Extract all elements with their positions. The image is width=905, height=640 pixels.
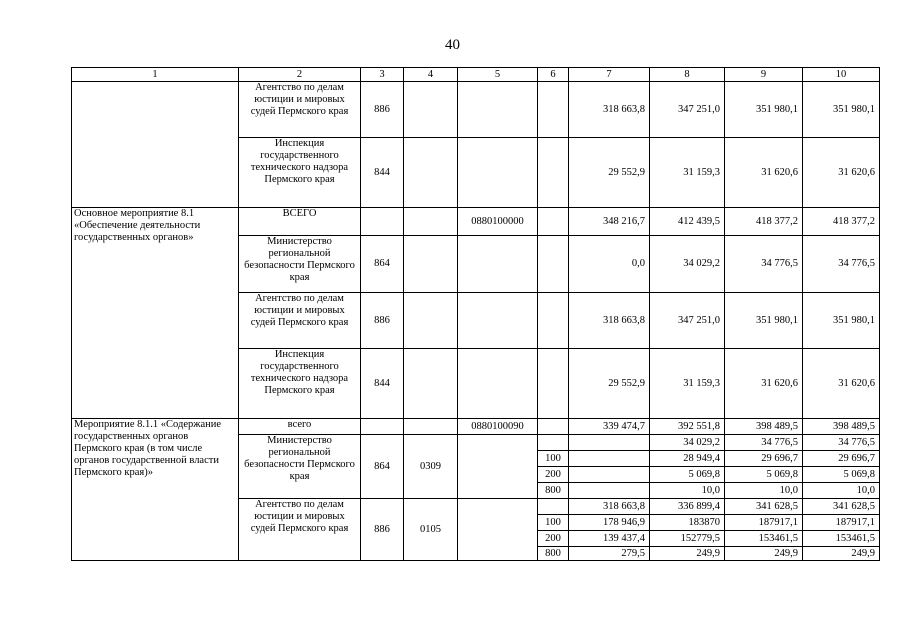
executor-cell: Агентство по делам юстиции и мировых судей Пермского края: [239, 82, 361, 138]
value-cell: 187917,1: [725, 515, 803, 531]
grbs-cell: 864: [361, 435, 404, 499]
vr-cell: [538, 236, 569, 293]
value-cell: [569, 483, 650, 499]
value-cell: 418 377,2: [725, 208, 803, 236]
col-header: 8: [650, 68, 725, 82]
csr-cell: [458, 499, 538, 561]
col-header: 9: [725, 68, 803, 82]
value-cell: 29 552,9: [569, 138, 650, 208]
col-header: 4: [404, 68, 458, 82]
value-cell: 341 628,5: [803, 499, 880, 515]
value-cell: 31 159,3: [650, 349, 725, 419]
vr-cell: [538, 435, 569, 451]
rzpr-cell: 0105: [404, 499, 458, 561]
rzpr-cell: [404, 293, 458, 349]
value-cell: 5 069,8: [803, 467, 880, 483]
value-cell: 34 776,5: [725, 236, 803, 293]
executor-cell: Министерство региональной безопасности Пермского края: [239, 435, 361, 499]
value-cell: 398 489,5: [725, 419, 803, 435]
vr-cell: 100: [538, 451, 569, 467]
value-cell: 34 776,5: [803, 435, 880, 451]
executor-cell: Агентство по делам юстиции и мировых судей Пермского края: [239, 293, 361, 349]
grbs-cell: 844: [361, 349, 404, 419]
program-name-cell: [72, 82, 239, 208]
value-cell: 183870: [650, 515, 725, 531]
executor-cell: Агентство по делам юстиции и мировых судей Пермского края: [239, 499, 361, 561]
value-cell: 348 216,7: [569, 208, 650, 236]
page-number: 40: [445, 37, 460, 53]
value-cell: 10,0: [725, 483, 803, 499]
value-cell: 153461,5: [725, 531, 803, 547]
vr-cell: 800: [538, 483, 569, 499]
col-header: 3: [361, 68, 404, 82]
vr-cell: [538, 138, 569, 208]
vr-cell: [538, 82, 569, 138]
csr-cell: 0880100090: [458, 419, 538, 435]
value-cell: 318 663,8: [569, 293, 650, 349]
rzpr-cell: 0309: [404, 435, 458, 499]
csr-cell: [458, 138, 538, 208]
csr-cell: [458, 82, 538, 138]
executor-cell: Инспекция государственного технического надзора Пермского края: [239, 138, 361, 208]
rzpr-cell: [404, 349, 458, 419]
value-cell: 336 899,4: [650, 499, 725, 515]
value-cell: 318 663,8: [569, 499, 650, 515]
table-row: [72, 82, 880, 138]
value-cell: 249,9: [803, 547, 880, 561]
executor-cell: всего: [239, 419, 361, 435]
value-cell: 279,5: [569, 547, 650, 561]
value-cell: 34 776,5: [803, 236, 880, 293]
value-cell: 351 980,1: [725, 293, 803, 349]
executor-cell: Министерство региональной безопасности Пермского края: [239, 236, 361, 293]
grbs-cell: 886: [361, 82, 404, 138]
value-cell: 152779,5: [650, 531, 725, 547]
value-cell: 178 946,9: [569, 515, 650, 531]
value-cell: 5 069,8: [650, 467, 725, 483]
value-cell: 187917,1: [803, 515, 880, 531]
value-cell: 347 251,0: [650, 82, 725, 138]
value-cell: 31 620,6: [725, 138, 803, 208]
value-cell: 347 251,0: [650, 293, 725, 349]
value-cell: 34 776,5: [725, 435, 803, 451]
grbs-cell: 886: [361, 293, 404, 349]
value-cell: 339 474,7: [569, 419, 650, 435]
value-cell: 34 029,2: [650, 236, 725, 293]
value-cell: 351 980,1: [803, 293, 880, 349]
value-cell: 153461,5: [803, 531, 880, 547]
value-cell: [569, 435, 650, 451]
value-cell: 412 439,5: [650, 208, 725, 236]
value-cell: 341 628,5: [725, 499, 803, 515]
value-cell: 5 069,8: [725, 467, 803, 483]
table-header-row: [72, 68, 880, 82]
col-header: 7: [569, 68, 650, 82]
program-name-cell: Основное мероприятие 8.1 «Обеспечение деятельности государственных органов»: [72, 208, 239, 419]
value-cell: 10,0: [803, 483, 880, 499]
value-cell: 29 552,9: [569, 349, 650, 419]
vr-cell: [538, 499, 569, 515]
vr-cell: [538, 208, 569, 236]
value-cell: 10,0: [650, 483, 725, 499]
table-row: [72, 208, 880, 236]
grbs-cell: [361, 208, 404, 236]
csr-cell: 0880100000: [458, 208, 538, 236]
rzpr-cell: [404, 236, 458, 293]
vr-cell: [538, 419, 569, 435]
value-cell: [569, 467, 650, 483]
vr-cell: 200: [538, 531, 569, 547]
value-cell: 0,0: [569, 236, 650, 293]
program-name-cell: Мероприятие 8.1.1 «Содержание государственных органов Пермского края (в том числе органов государственной власти Пермского края)»: [72, 419, 239, 561]
csr-cell: [458, 435, 538, 499]
value-cell: [569, 451, 650, 467]
value-cell: 249,9: [650, 547, 725, 561]
table-row: [72, 419, 880, 435]
value-cell: 351 980,1: [803, 82, 880, 138]
value-cell: 31 159,3: [650, 138, 725, 208]
rzpr-cell: [404, 208, 458, 236]
grbs-cell: 844: [361, 138, 404, 208]
vr-cell: [538, 293, 569, 349]
executor-cell: ВСЕГО: [239, 208, 361, 236]
value-cell: 139 437,4: [569, 531, 650, 547]
vr-cell: 800: [538, 547, 569, 561]
executor-cell: Инспекция государственного технического надзора Пермского края: [239, 349, 361, 419]
grbs-cell: 886: [361, 499, 404, 561]
col-header: 6: [538, 68, 569, 82]
value-cell: 318 663,8: [569, 82, 650, 138]
value-cell: 31 620,6: [803, 349, 880, 419]
value-cell: 29 696,7: [803, 451, 880, 467]
csr-cell: [458, 236, 538, 293]
value-cell: 31 620,6: [803, 138, 880, 208]
col-header: 10: [803, 68, 880, 82]
csr-cell: [458, 293, 538, 349]
value-cell: 31 620,6: [725, 349, 803, 419]
value-cell: 29 696,7: [725, 451, 803, 467]
col-header: 5: [458, 68, 538, 82]
value-cell: 398 489,5: [803, 419, 880, 435]
col-header: 2: [239, 68, 361, 82]
vr-cell: 200: [538, 467, 569, 483]
value-cell: 418 377,2: [803, 208, 880, 236]
grbs-cell: 864: [361, 236, 404, 293]
value-cell: 351 980,1: [725, 82, 803, 138]
vr-cell: 100: [538, 515, 569, 531]
value-cell: 392 551,8: [650, 419, 725, 435]
budget-table: [71, 67, 880, 561]
value-cell: 249,9: [725, 547, 803, 561]
rzpr-cell: [404, 138, 458, 208]
value-cell: 28 949,4: [650, 451, 725, 467]
rzpr-cell: [404, 419, 458, 435]
value-cell: 34 029,2: [650, 435, 725, 451]
grbs-cell: [361, 419, 404, 435]
vr-cell: [538, 349, 569, 419]
csr-cell: [458, 349, 538, 419]
col-header: 1: [72, 68, 239, 82]
rzpr-cell: [404, 82, 458, 138]
